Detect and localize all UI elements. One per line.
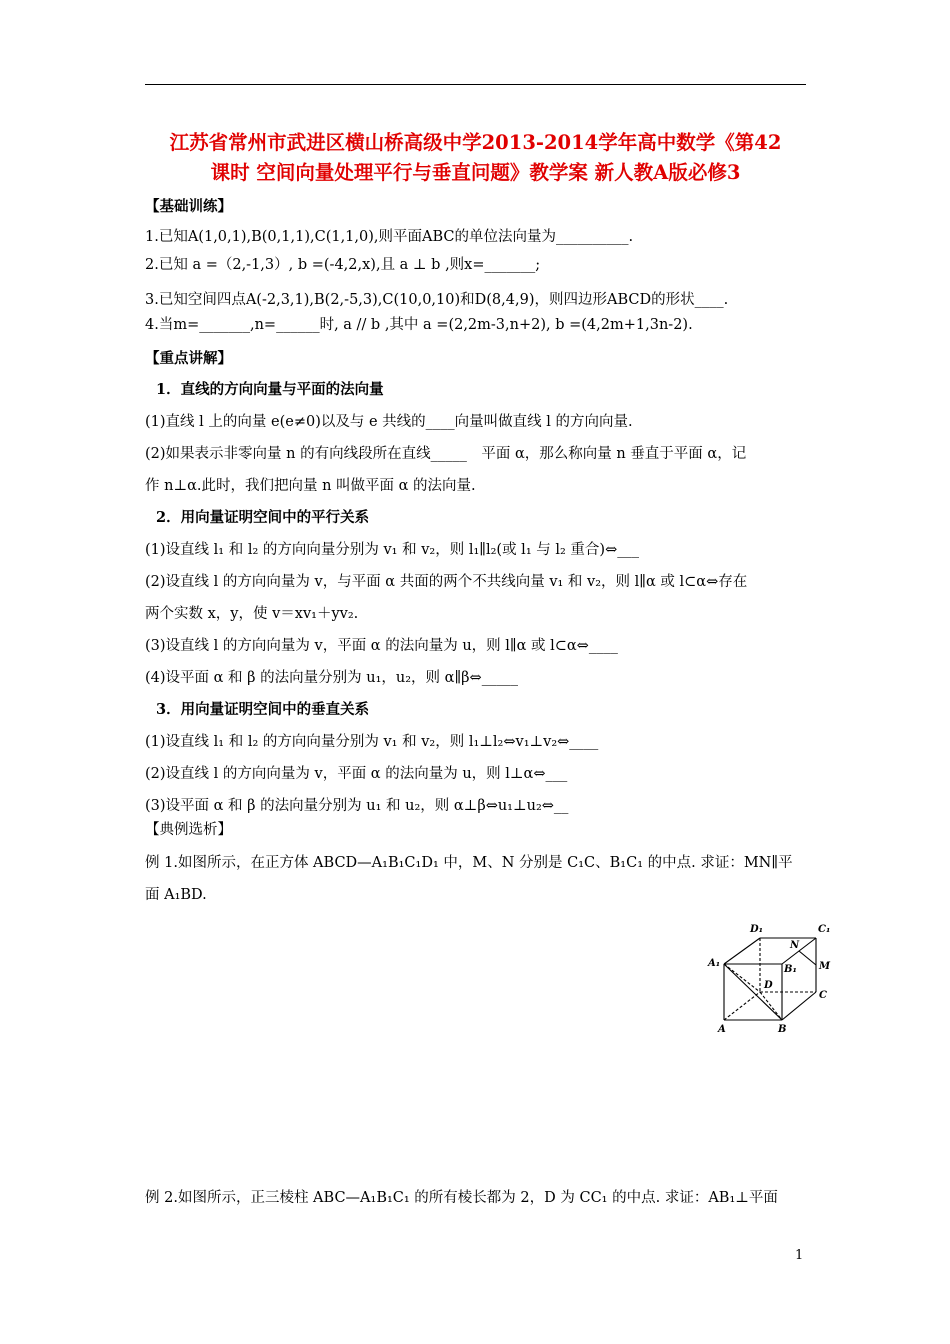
cube-figure — [706, 920, 838, 1036]
parallel-2b: 两个实数 x，y，使 v＝xv₁＋yv₂. — [145, 606, 359, 622]
label-C: C — [819, 990, 827, 1001]
label-A1: A₁ — [708, 958, 721, 969]
basic-question-1: 1.已知A(1,0,1),B(0,1,1),C(1,1,0),则平面ABC的单位法向量为__________. — [145, 229, 634, 245]
parallel-3: (3)设直线 l 的方向向量为 v，平面 α 的法向量为 u，则 l∥α 或 l⊂α⇔____ — [145, 638, 618, 654]
point-1-1: (1)直线 l 上的向量 e(e≠0)以及与 e 共线的____向量叫做直线 l 的方向向量. — [145, 414, 633, 430]
section-key-points: 【重点讲解】 — [145, 350, 232, 367]
title-line-1: 江苏省常州市武进区横山桥高级中学2013-2014学年高中数学《第42 — [169, 131, 782, 154]
page-number: 1 — [795, 1248, 804, 1263]
label-B: B — [778, 1024, 787, 1035]
label-M: M — [819, 961, 831, 972]
basic-question-3: 3.已知空间四点A(-2,3,1),B(2,-5,3),C(10,0,10)和D(8,4,9)，则四边形ABCD的形状____. — [145, 292, 729, 308]
heading-parallel: 2．用向量证明空间中的平行关系 — [156, 509, 370, 526]
parallel-2a: (2)设直线 l 的方向向量为 v，与平面 α 共面的两个不共线向量 v₁ 和 v₂，则 l∥α 或 l⊂α⇔存在 — [145, 574, 748, 590]
point-1-2a: (2)如果表示非零向量 n 的有向线段所在直线_____ 平面 α，那么称向量 n 垂直于平面 α，记 — [145, 446, 747, 462]
label-A: A — [718, 1024, 726, 1035]
label-C1: C₁ — [818, 924, 831, 935]
basic-question-4: 4.当m=_______,n=______时, a // b ,其中 a =(2,2m-3,n+2), b =(4,2m+1,3n-2). — [145, 317, 693, 333]
perpendicular-3: (3)设平面 α 和 β 的法向量分别为 u₁ 和 u₂，则 α⊥β⇔u₁⊥u₂⇔__ — [145, 798, 569, 814]
perpendicular-1: (1)设直线 l₁ 和 l₂ 的方向向量分别为 v₁ 和 v₂，则 l₁⊥l₂⇔v₁⊥v₂⇔____ — [145, 734, 599, 750]
section-examples: 【典例选析】 — [145, 822, 232, 838]
document-title — [145, 128, 806, 188]
point-1-2b: 作 n⊥α.此时，我们把向量 n 叫做平面 α 的法向量. — [145, 478, 476, 494]
perpendicular-2: (2)设直线 l 的方向向量为 v，平面 α 的法向量为 u，则 l⊥α⇔___ — [145, 766, 568, 782]
section-basic-training: 【基础训练】 — [145, 198, 232, 215]
label-N: N — [790, 940, 800, 951]
example-1b: 面 A₁BD. — [145, 887, 207, 903]
parallel-4: (4)设平面 α 和 β 的法向量分别为 u₁，u₂，则 α∥β⇔_____ — [145, 670, 518, 686]
parallel-1: (1)设直线 l₁ 和 l₂ 的方向向量分别为 v₁ 和 v₂，则 l₁∥l₂(或 l₁ 与 l₂ 重合)⇔___ — [145, 542, 639, 558]
basic-question-2: 2.已知 a =（2,-1,3）, b =(-4,2,x),且 a ⊥ b ,则x=_______; — [145, 257, 541, 273]
header-rule — [145, 84, 806, 85]
title-line-2: 课时 空间向量处理平行与垂直问题》教学案 新人教A版必修3 — [210, 161, 741, 184]
label-D: D — [764, 980, 773, 991]
example-2: 例 2.如图所示，正三棱柱 ABC—A₁B₁C₁ 的所有棱长都为 2，D 为 CC₁ 的中点. 求证：AB₁⊥平面 — [145, 1190, 778, 1206]
heading-perpendicular: 3．用向量证明空间中的垂直关系 — [156, 701, 370, 718]
heading-direction-normal-vectors: 1．直线的方向向量与平面的法向量 — [156, 381, 384, 398]
label-B1: B₁ — [784, 964, 797, 975]
label-D1: D₁ — [750, 924, 764, 935]
example-1a: 例 1.如图所示，在正方体 ABCD—A₁B₁C₁D₁ 中，M、N 分别是 C₁C、B₁C₁ 的中点. 求证：MN∥平 — [145, 855, 793, 871]
